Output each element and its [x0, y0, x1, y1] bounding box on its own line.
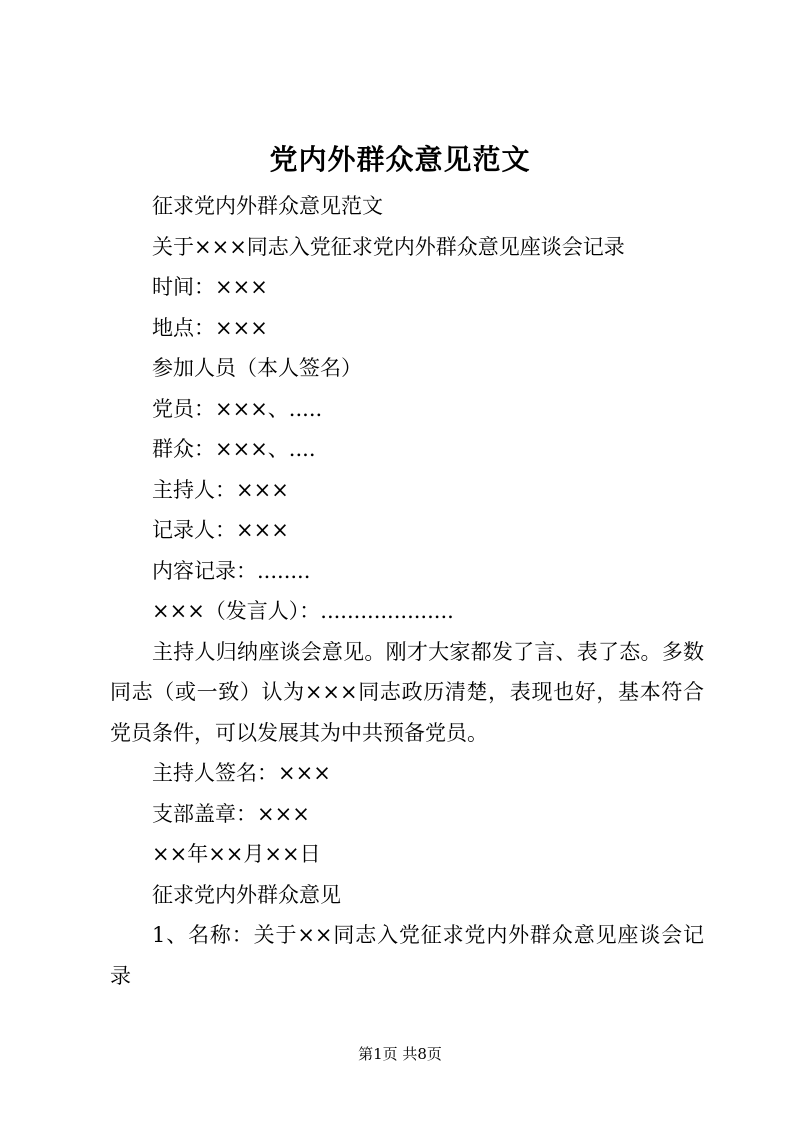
paragraph-host-signature: 主持人签名：××× — [152, 761, 331, 785]
paragraph-heading: 征求党内外群众意见范文 — [152, 194, 383, 218]
paragraph-date: ××年××月××日 — [152, 842, 321, 866]
paragraph-branch-seal: 支部盖章：××× — [152, 801, 310, 826]
paragraph-content-record: 内容记录：........ — [152, 558, 311, 583]
paragraph-summary: 主持人归纳座谈会意见。刚才大家都发了言、表了态。多数同志（或一致）认为×××同志政历清楚，表现也好，基本符合党员条件，可以发展其为中共预备党员。 — [110, 639, 704, 745]
paragraph-attendees: 参加人员（本人签名） — [152, 356, 362, 380]
paragraph-item-1: 1、名称：关于××同志入党征求党内外群众意见座谈会记录 — [110, 923, 704, 988]
paragraph-speaker: ×××（发言人）：.................... — [152, 599, 454, 623]
page-footer: 第1页 共8页 — [358, 1045, 442, 1063]
paragraph-record-title: 关于×××同志入党征求党内外群众意见座谈会记录 — [152, 234, 625, 259]
document-title: 党内外群众意见范文 — [269, 143, 531, 176]
document-body — [110, 186, 704, 996]
paragraph-party-members: 党员：×××、..... — [152, 396, 323, 421]
paragraph-section-heading: 征求党内外群众意见 — [152, 882, 341, 907]
paragraph-masses: 群众：×××、.... — [152, 437, 316, 461]
paragraph-recorder: 记录人：××× — [152, 518, 289, 542]
paragraph-time: 时间：××× — [152, 275, 268, 299]
paragraph-host: 主持人：××× — [152, 477, 289, 502]
paragraph-location: 地点：××× — [152, 315, 268, 340]
